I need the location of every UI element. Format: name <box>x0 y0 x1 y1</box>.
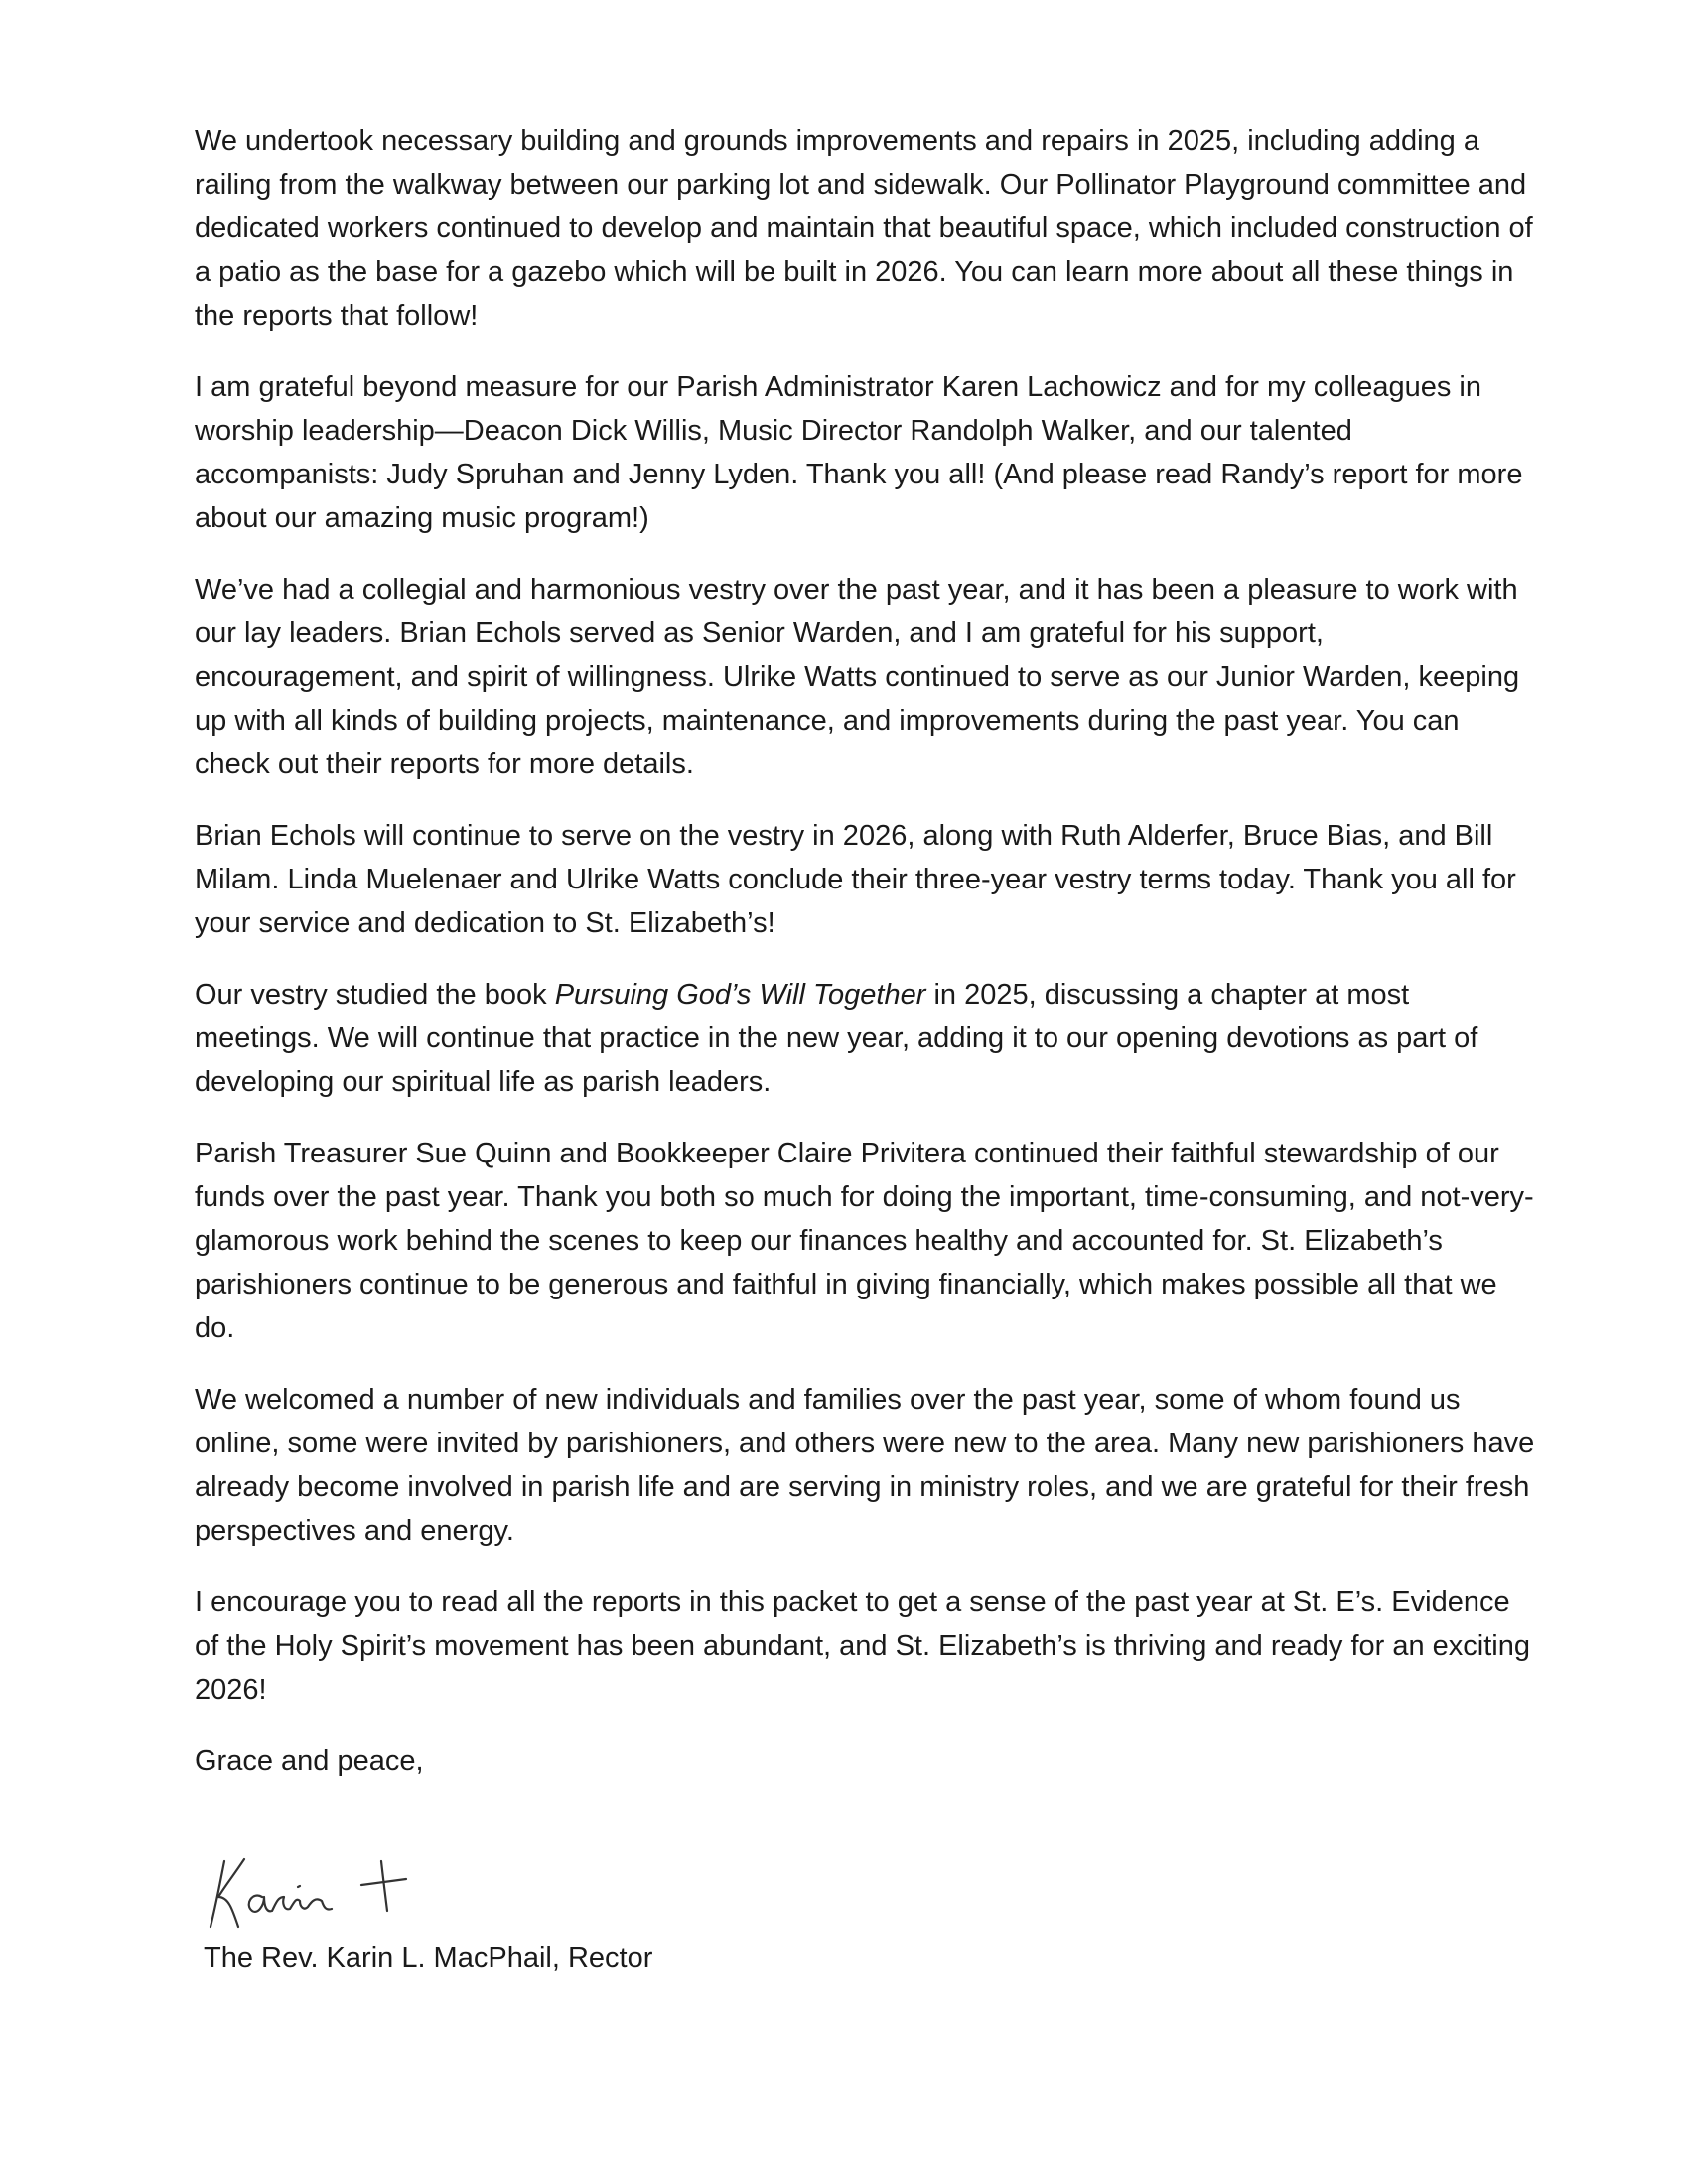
paragraph-buildings: We undertook necessary building and grounds improvements and repairs in 2025, including adding a railing from the walkway between our parking lot and sidewalk. Our Pollinator Playground committee and dedicated workers continued to develop and maintain that beautiful space, which included construction of a patio as the base for a gazebo which will be built in 2026. You can learn more about all these things in the reports that follow! <box>195 125 1533 332</box>
paragraph-staff-thanks: I am grateful beyond measure for our Parish Administrator Karen Lachowicz and for my colleagues in worship leadership—Deacon Dick Willis, Music Director Randolph Walker, and our talented accompanists: Judy Spruhan and Jenny Lyden. Thank you all! (And please read Randy’s report for more about our amazing music program!) <box>195 371 1523 534</box>
book-title: Pursuing God’s Will Together <box>554 979 926 1011</box>
paragraph-treasurer: Parish Treasurer Sue Quinn and Bookkeeper Claire Privitera continued their faithful stewardship of our funds over the past year. Thank you both so much for doing the important, time-consuming, and not-very-glamorous work behind the scenes to keep our finances healthy and accounted for. St. Elizabeth’s parishioners continue to be generous and faithful in giving financially, which makes possible all that we do. <box>195 1138 1534 1344</box>
paragraph-encouragement: I encourage you to read all the reports in this packet to get a sense of the past year at St. E’s. Evidence of the Holy Spirit’s movement has been abundant, and St. Elizabeth’s is thriving and ready for an exciting 2026! <box>195 1586 1530 1706</box>
paragraph-vestry-terms: Brian Echols will continue to serve on the vestry in 2026, along with Ruth Alderfer, Bruce Bias, and Bill Milam. Linda Muelenaer and Ulrike Watts conclude their three-year vestry terms today. Thank you all for your service and dedication to St. Elizabeth’s! <box>195 820 1516 939</box>
paragraph-newcomers: We welcomed a number of new individuals and families over the past year, some of whom found us online, some were invited by parishioners, and others were new to the area. Many new parishioners have already become involved in parish life and are serving in ministry roles, and we are grateful for their fresh perspectives and energy. <box>195 1384 1535 1547</box>
vestry-study-intro: Our vestry studied the book <box>195 979 555 1011</box>
letter-body <box>195 119 1535 1783</box>
vestry-study-rest: in 2025, discussing a chapter at most meetings. We will continue that practice in the new year, adding it to our opening devotions as part of developing our spiritual life as parish leaders. <box>195 979 1478 1098</box>
handwritten-signature <box>203 1832 461 1951</box>
closing-salutation: Grace and peace, <box>195 1745 424 1777</box>
paragraph-vestry-study <box>195 973 1535 1104</box>
signer-name-title: The Rev. Karin L. MacPhail, Rector <box>204 1942 653 1974</box>
paragraph-vestry: We’ve had a collegial and harmonious vestry over the past year, and it has been a pleasure to work with our lay leaders. Brian Echols served as Senior Warden, and I am grateful for his support, encouragement, and spirit of willingness. Ulrike Watts continued to serve as our Junior Warden, keeping up with all kinds of building projects, maintenance, and improvements during the past year. You can check out their reports for more details. <box>195 574 1520 780</box>
